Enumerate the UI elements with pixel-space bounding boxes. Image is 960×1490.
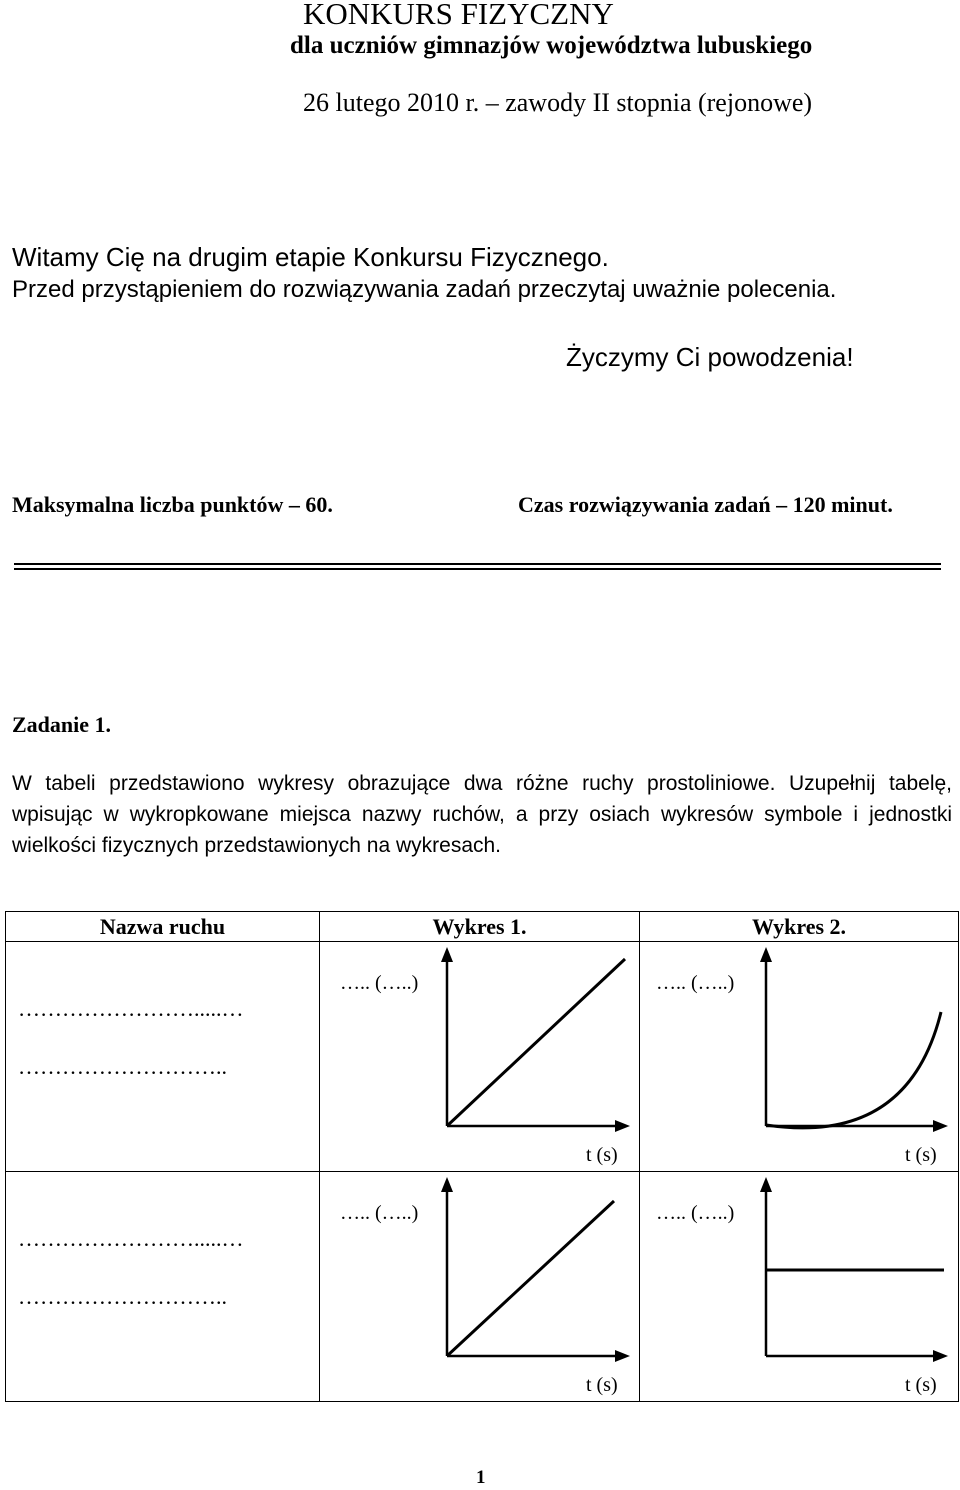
- welcome-text: Witamy Cię na drugim etapie Konkursu Fizycznego.: [12, 242, 609, 272]
- graph-cell: [320, 942, 640, 1172]
- motion-name-blank-1[interactable]: …………………….....…: [18, 1226, 244, 1251]
- plot-line: [447, 959, 625, 1126]
- page-title: KONKURS FIZYCZNY: [303, 0, 614, 31]
- motions-table: [5, 911, 959, 1402]
- x-axis-arrow: [615, 1350, 630, 1362]
- header-motion-name: Nazwa ruchu: [6, 912, 320, 942]
- time-limit: Czas rozwiązywania zadań – 120 minut.: [518, 492, 893, 517]
- table-row: [6, 942, 959, 1172]
- y-axis-label[interactable]: ….. (…..): [656, 972, 735, 994]
- graph-cell: [320, 1172, 640, 1402]
- subtitle: dla uczniów gimnazjów województwa lubuskiego: [290, 32, 813, 59]
- y-axis-arrow: [441, 947, 453, 962]
- task-title: Zadanie 1.: [12, 712, 112, 737]
- x-axis-label: t (s): [905, 1374, 937, 1396]
- motion-name-blank-1[interactable]: …………………….....…: [18, 996, 244, 1021]
- x-axis-arrow: [615, 1120, 630, 1132]
- divider-bottom-line: [14, 568, 941, 570]
- motion-name-blank-2[interactable]: ………………………..: [18, 1054, 227, 1079]
- y-axis-label[interactable]: ….. (…..): [656, 1202, 735, 1224]
- graph-cell: [640, 1172, 959, 1402]
- x-axis-arrow: [933, 1350, 948, 1362]
- graph-cell: [640, 942, 959, 1172]
- plot-curve: [766, 1012, 941, 1128]
- instructions-text: Przed przystąpieniem do rozwiązywania zadań przeczytaj uważnie polecenia.: [12, 276, 837, 303]
- x-axis-label: t (s): [905, 1144, 937, 1166]
- table-row: [6, 1172, 959, 1402]
- divider-top-line: [14, 563, 941, 565]
- x-axis-label: t (s): [586, 1144, 618, 1166]
- plot-line: [447, 1201, 614, 1356]
- y-axis-arrow: [441, 1177, 453, 1192]
- page-number: 1: [476, 1467, 486, 1488]
- y-axis-label[interactable]: ….. (…..): [340, 1202, 419, 1224]
- y-axis-label[interactable]: ….. (…..): [340, 972, 419, 994]
- date-line: 26 lutego 2010 r. – zawody II stopnia (rejonowe): [303, 88, 813, 117]
- header-graph-2: Wykres 2.: [640, 912, 959, 942]
- header-graph-1: Wykres 1.: [320, 912, 640, 942]
- x-axis-arrow: [933, 1120, 948, 1132]
- motion-name-cell: [6, 1172, 320, 1402]
- y-axis-arrow: [760, 1177, 772, 1192]
- y-axis-arrow: [760, 947, 772, 962]
- task-text: [12, 768, 952, 861]
- wishes-text: Życzymy Ci powodzenia!: [566, 342, 854, 372]
- task-paragraph: W tabeli przedstawiono wykresy obrazujące dwa różne ruchy prostoliniowe. Uzupełnij tabelę, wpisując w wykropkowane miejsca nazwy ruchów, a przy osiach wykresów symbole i jednostki wielkości fizycznych przedstawionych na wykresach.: [12, 772, 952, 857]
- max-points: Maksymalna liczba punktów – 60.: [12, 492, 333, 517]
- motion-name-cell: [6, 942, 320, 1172]
- motion-name-blank-2[interactable]: ………………………..: [18, 1284, 227, 1309]
- x-axis-label: t (s): [586, 1374, 618, 1396]
